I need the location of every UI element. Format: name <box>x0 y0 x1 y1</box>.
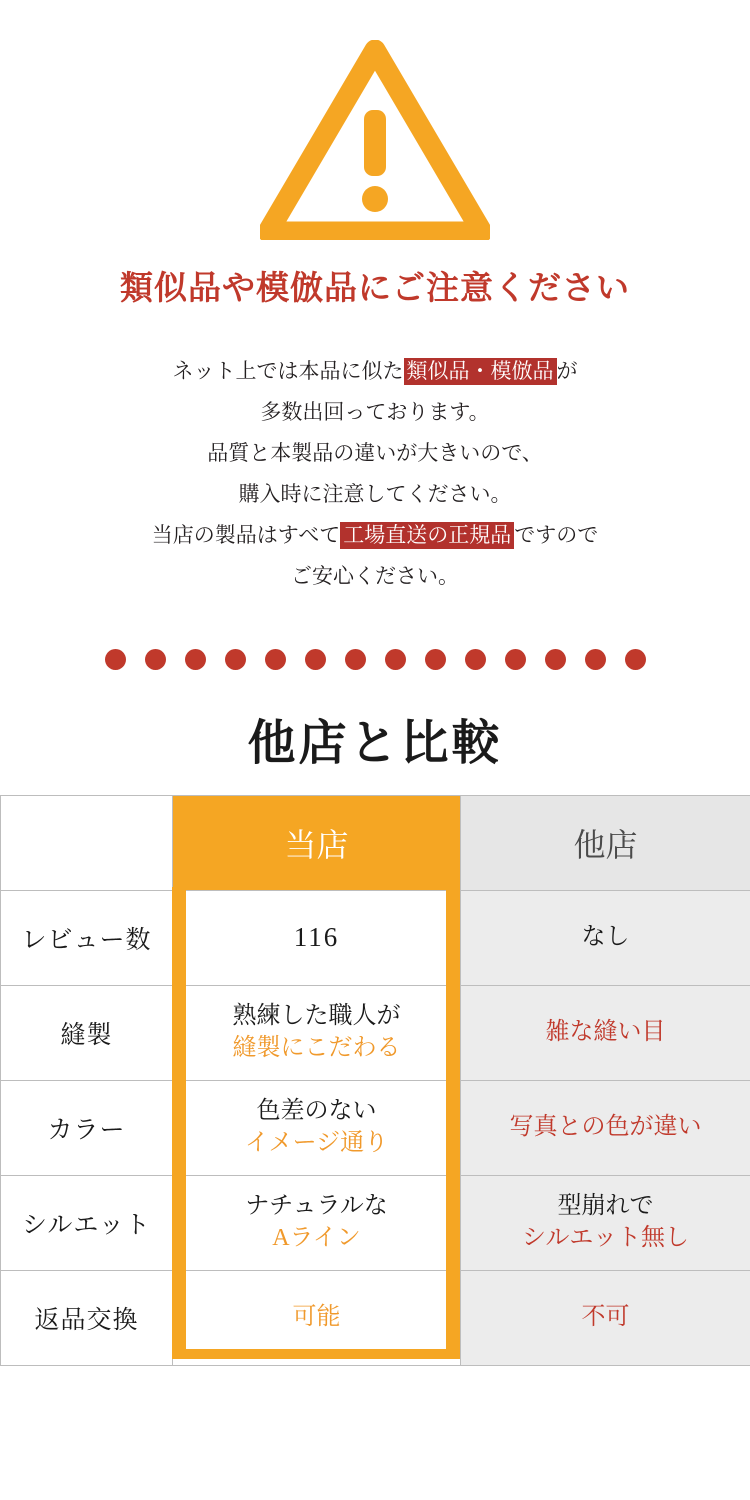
divider-dot <box>145 649 166 670</box>
row-label-reviews: レビュー数 <box>1 890 173 985</box>
row-label-sewing: 縫製 <box>1 985 173 1080</box>
warning-icon-wrap <box>0 0 750 240</box>
divider-dot <box>585 649 606 670</box>
warning-body-line-5 <box>0 515 750 556</box>
ours-silhouette-sub: Aライン <box>272 1224 361 1251</box>
divider-dot <box>265 649 286 670</box>
header-others: 他店 <box>461 795 750 890</box>
warning-body-line-2: 多数出回っております。 <box>260 399 490 424</box>
table-row <box>1 890 750 985</box>
row-others-color <box>461 1080 750 1175</box>
others-reviews-value: なし <box>581 923 630 950</box>
header-blank <box>1 795 173 890</box>
divider-dot <box>425 649 446 670</box>
ours-color-sub: イメージ通り <box>244 1129 389 1156</box>
warning-body-line-3: 品質と本製品の違いが大きいので、 <box>207 440 543 465</box>
warning-body-line-4: 購入時に注意してください。 <box>238 481 512 506</box>
table-row <box>1 1270 750 1365</box>
dot-divider <box>0 649 750 670</box>
row-ours-color <box>173 1080 461 1175</box>
ours-color-main: 色差のない <box>256 1097 377 1124</box>
warning-line1-post: が <box>556 359 578 383</box>
others-silhouette-main: 型崩れで <box>557 1192 654 1219</box>
ours-sewing-main: 熟練した職人が <box>232 1002 401 1029</box>
others-returns-value: 不可 <box>581 1303 630 1330</box>
divider-dot <box>345 649 366 670</box>
divider-dot <box>505 649 526 670</box>
warning-line5-pre: 当店の製品はすべて <box>151 522 341 547</box>
warning-line1-pre: ネット上では本品に似た <box>172 359 404 383</box>
divider-dot <box>305 649 326 670</box>
row-ours-silhouette <box>173 1175 461 1270</box>
row-ours-returns <box>173 1270 461 1365</box>
warning-title: 類似品や模倣品にご注意ください <box>120 271 630 307</box>
table-row <box>1 1175 750 1270</box>
row-others-returns <box>461 1270 750 1365</box>
others-sewing-main: 雑な縫い目 <box>545 1018 666 1045</box>
warning-line5-highlight: 工場直送の正規品 <box>340 522 514 549</box>
divider-dot <box>385 649 406 670</box>
divider-dot <box>465 649 486 670</box>
table-header-row <box>1 795 750 890</box>
row-label-color: カラー <box>1 1080 173 1175</box>
divider-dot <box>545 649 566 670</box>
ours-sewing-sub: 縫製にこだわる <box>232 1034 401 1061</box>
warning-line1-highlight: 類似品・模倣品 <box>404 358 557 385</box>
divider-dot <box>225 649 246 670</box>
row-label-returns: 返品交換 <box>1 1270 173 1365</box>
ours-returns-value: 可能 <box>292 1303 341 1330</box>
comparison-table-wrap <box>0 795 750 1366</box>
warning-body <box>0 351 750 597</box>
header-ours: 当店 <box>173 795 461 890</box>
divider-dot <box>185 649 206 670</box>
ours-reviews-value: 116 <box>293 921 340 952</box>
others-silhouette-sub: シルエット無し <box>522 1224 689 1251</box>
others-color-main: 写真との色が違い <box>509 1113 702 1140</box>
divider-dot <box>625 649 646 670</box>
warning-line5-post: ですので <box>514 522 599 547</box>
row-ours-sewing <box>173 985 461 1080</box>
table-row <box>1 1080 750 1175</box>
warning-body-line-6: ご安心ください。 <box>291 563 459 588</box>
warning-body-line-1 <box>0 351 750 392</box>
comparison-section-title: 他店と比較 <box>247 716 503 770</box>
table-row <box>1 985 750 1080</box>
row-ours-reviews <box>173 890 461 985</box>
divider-dot <box>105 649 126 670</box>
ours-silhouette-main: ナチュラルな <box>245 1192 388 1219</box>
row-others-sewing <box>461 985 750 1080</box>
row-label-silhouette: シルエット <box>1 1175 173 1270</box>
row-others-silhouette <box>461 1175 750 1270</box>
row-others-reviews <box>461 890 750 985</box>
warning-triangle-icon <box>260 40 490 240</box>
comparison-table <box>0 795 750 1366</box>
